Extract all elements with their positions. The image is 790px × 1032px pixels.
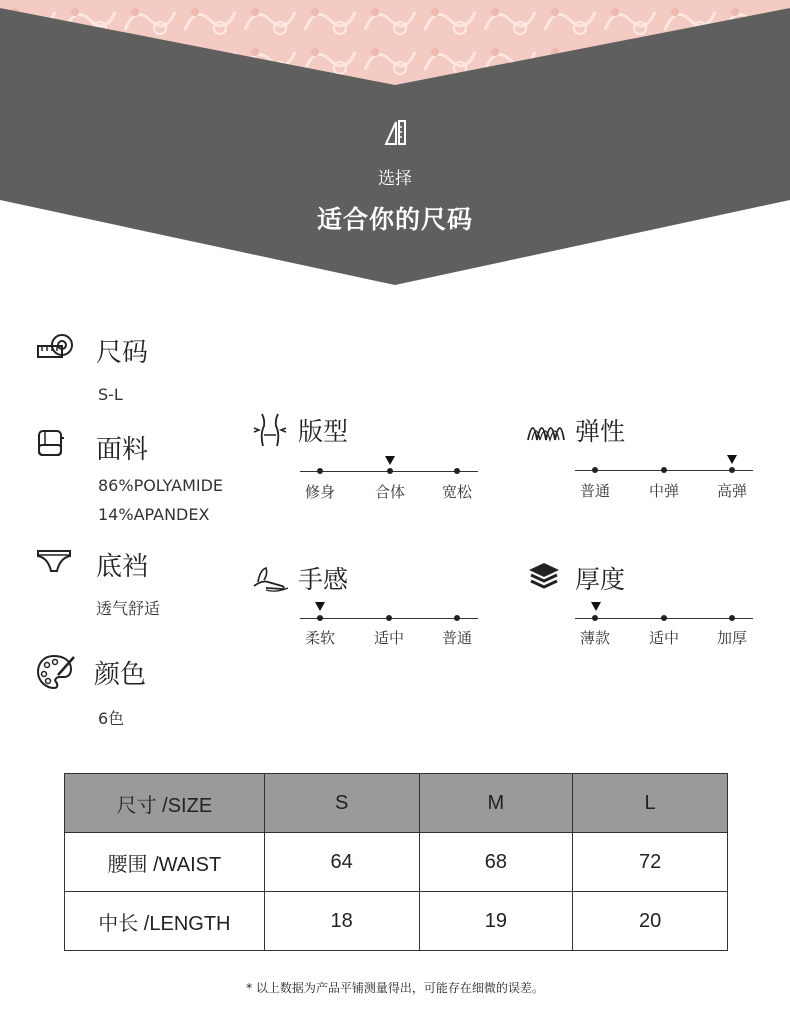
- attr-size-value: S-L: [98, 385, 123, 404]
- table-cell: 19: [419, 892, 573, 951]
- scale-fit-header: [252, 412, 452, 446]
- fabric-roll-icon: [36, 428, 66, 462]
- scale-hand-feel-dot: [317, 615, 323, 621]
- table-cell: 腰围 /WAIST: [65, 833, 265, 892]
- size-table-header-cell: S: [264, 774, 419, 833]
- attr-color-title: 颜色: [94, 660, 147, 690]
- scale-hand-feel-dot: [386, 615, 392, 621]
- size-guide-banner: [0, 0, 790, 290]
- table-cell: 72: [573, 833, 728, 892]
- table-row: [65, 892, 728, 951]
- scale-thickness-selected-marker: [591, 602, 601, 611]
- attr-color-value: 6色: [98, 709, 125, 728]
- hand-feel-icon: [252, 560, 290, 598]
- scale-hand-feel-dot: [454, 615, 460, 621]
- palette-icon: [36, 653, 76, 695]
- scale-hand-feel-option: 适中: [373, 629, 404, 647]
- scale-elasticity-title: 弹性: [575, 417, 626, 446]
- ruler-triangle-icon: [384, 118, 408, 146]
- scale-elasticity-option: 中弹: [648, 482, 679, 500]
- scale-thickness-header: [527, 560, 727, 594]
- scale-elasticity-dot: [661, 467, 667, 473]
- scale-fit-selected-marker: [385, 456, 395, 465]
- scale-fit-dot: [317, 468, 323, 474]
- scale-thickness-option: 薄款: [579, 629, 610, 647]
- scale-fit-option: 宽松: [441, 483, 472, 501]
- attr-crotch-title: 底裆: [96, 552, 149, 582]
- measuring-tape-icon: [36, 333, 74, 365]
- table-cell: 64: [264, 833, 419, 892]
- size-table-header-row: [65, 774, 728, 833]
- size-table-header-cell: M: [419, 774, 573, 833]
- scale-hand-feel-option: 普通: [441, 629, 472, 647]
- scale-fit-title: 版型: [298, 417, 349, 446]
- scale-fit-option: 修身: [304, 483, 335, 501]
- underwear-icon: [36, 548, 72, 578]
- elastic-wave-icon: [527, 412, 565, 450]
- scale-elasticity-dot: [592, 467, 598, 473]
- scale-thickness-title: 厚度: [575, 565, 626, 594]
- scale-thickness-dot: [729, 615, 735, 621]
- table-cell: 中长 /LENGTH: [65, 892, 265, 951]
- scale-thickness-option: 适中: [648, 629, 679, 647]
- attr-fabric-value-1: 86%POLYAMIDE: [98, 476, 224, 495]
- table-cell: 68: [419, 833, 573, 892]
- scale-hand-feel-header: [252, 560, 452, 594]
- scale-fit-dot: [454, 468, 460, 474]
- scale-hand-feel-title: 手感: [298, 565, 349, 594]
- body-shape-icon: [252, 412, 288, 452]
- size-table-header-cell: 尺寸 /SIZE: [65, 774, 265, 833]
- size-table: [64, 773, 728, 951]
- scale-thickness-dot: [661, 615, 667, 621]
- scale-hand-feel-option: 柔软: [304, 629, 335, 647]
- scale-elasticity-option: 高弹: [716, 482, 747, 500]
- table-cell: 18: [264, 892, 419, 951]
- attr-fabric-title: 面料: [96, 435, 149, 465]
- table-row: [65, 833, 728, 892]
- measurement-note: * 以上数据为产品平铺测量得出，可能存在细微的误差。: [246, 981, 544, 995]
- scale-hand-feel-selected-marker: [315, 602, 325, 611]
- scale-elasticity-option: 普通: [579, 482, 610, 500]
- scale-fit-dot: [387, 468, 393, 474]
- size-table-header-cell: L: [573, 774, 728, 833]
- scale-elasticity-header: [527, 412, 727, 446]
- attr-size-title: 尺码: [96, 338, 149, 368]
- banner-title: 适合你的尺码: [316, 205, 473, 234]
- layers-icon: [527, 560, 561, 598]
- scale-fit-option: 合体: [374, 483, 405, 501]
- table-cell: 20: [573, 892, 728, 951]
- scale-thickness-dot: [592, 615, 598, 621]
- scale-elasticity-dot: [729, 467, 735, 473]
- scale-elasticity-selected-marker: [727, 455, 737, 464]
- banner-subtitle: 选择: [378, 169, 412, 189]
- attr-fabric-value-2: 14%APANDEX: [98, 505, 210, 524]
- attr-crotch-value: 透气舒适: [96, 599, 161, 618]
- scale-thickness-option: 加厚: [716, 629, 747, 647]
